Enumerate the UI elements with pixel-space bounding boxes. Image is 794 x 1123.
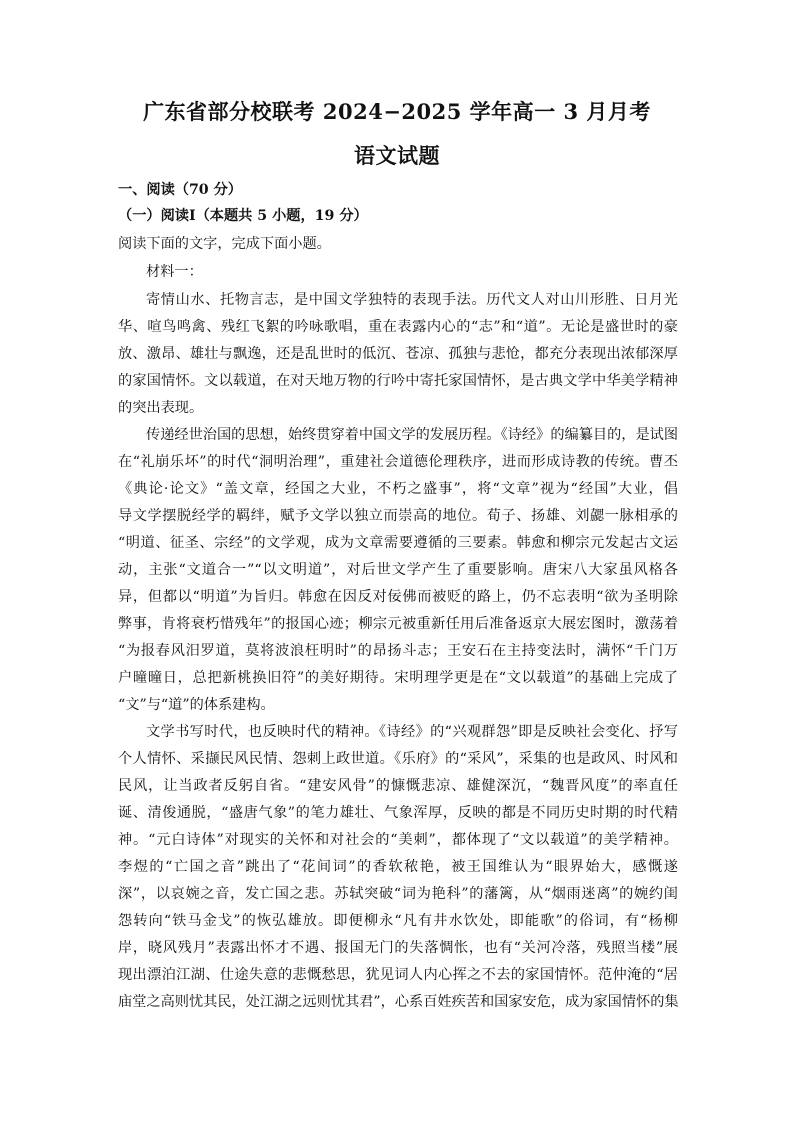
paragraph-line: 的家国情怀。文以载道，在对天地万物的行吟中寄托家国情怀，是古典文学中华美学精神 bbox=[118, 373, 678, 389]
paragraph-line: 李煜的“亡国之音”跳出了“花间词”的香软秾艳，被王国维认为“眼界始大，感慨遂 bbox=[118, 859, 678, 875]
paragraph-line: 个人情怀、采撷民风民情、怨刺上政世道。《乐府》的“采风”，采集的也是政风、时风和 bbox=[118, 751, 678, 767]
paragraph-line: 神。“元白诗体”对现实的关怀和对社会的“美刺”，都体现了“文以载道”的美学精神。 bbox=[118, 832, 678, 848]
paragraph-line: 导文学摆脱经学的羁绊，赋予文学以独立而崇高的地位。荀子、扬雄、刘勰一脉相承的 bbox=[118, 508, 678, 524]
section-subheading: （一）阅读Ⅰ（本题共 5 小题，19 分） bbox=[118, 208, 368, 224]
paragraph-line: 民风，让当政者反躬自省。“建安风骨”的慷慨悲凉、雄健深沉，“魏晋风度”的率直任 bbox=[118, 778, 678, 794]
paragraph-line: 庙堂之高则忧其民，处江湖之远则忧其君”，心系百姓疾苦和国家安危，成为家国情怀的集 bbox=[118, 994, 679, 1010]
paragraph-line: 华、喧鸟鸣禽、残红飞絮的吟咏歌唱，重在表露内心的“志”和“道”。无论是盛世时的豪 bbox=[118, 319, 678, 335]
paragraph-line: 传递经世治国的思想，始终贯穿着中国文学的发展历程。《诗经》的编纂目的，是试图 bbox=[146, 427, 679, 443]
paragraph-line: 在“礼崩乐坏”的时代“洞明治理”，重建社会道德伦理秩序，进而形成诗教的传统。曹丕 bbox=[118, 454, 678, 470]
paragraph-line: “为报春风汨罗道，莫将波浪枉明时”的昂扬斗志；王安石在主持变法时，满怀“千门万 bbox=[118, 643, 678, 659]
paragraph-line: 文学书写时代，也反映时代的精神。《诗经》的“兴观群怨”即是反映社会变化、抒写 bbox=[146, 724, 678, 740]
paragraph-line: 异，但都以“明道”为旨归。韩愈在因反对佞佛而被贬的路上，仍不忘表明“欲为圣明除 bbox=[118, 589, 678, 605]
paragraph-line: 户曈曈日，总把新桃换旧符”的美好期待。宋明理学更是在“文以载道”的基础上完成了 bbox=[118, 670, 678, 686]
paragraph-line: 怨转向“铁马金戈”的恢弘雄放。即便柳永“凡有井水饮处，即能歌”的俗词，有“杨柳 bbox=[118, 913, 678, 929]
paragraph-line: 《典论·论文》“盖文章，经国之大业，不朽之盛事”，将“文章”视为“经国”大业，倡 bbox=[118, 481, 678, 497]
paragraph-line: “文”与“道”的体系建构。 bbox=[118, 697, 275, 713]
paragraph-line: 诞、清俊通脱，“盛唐气象”的笔力雄壮、气象浑厚，反映的都是不同历史时期的时代精 bbox=[118, 805, 678, 821]
paragraph-line: 现出漂泊江湖、仕途失意的悲慨愁思，犹见词人内心挥之不去的家国情怀。范仲淹的“居 bbox=[118, 967, 678, 983]
paragraph-line: “明道、征圣、宗经”的文学观，成为文章需要遵循的三要素。韩愈和柳宗元发起古文运 bbox=[118, 535, 678, 551]
paragraph-line: 动，主张“文道合一”“以文明道”，对后世文学产生了重要影响。唐宋八大家虽风格各 bbox=[118, 562, 678, 578]
paragraph-line: 弊事，肯将衰朽惜残年”的报国心迹；柳宗元被重新任用后准备返京大展宏图时，激荡着 bbox=[118, 616, 678, 632]
paragraph-line: 岸，晓风残月”表露出怀才不遇、报国无门的失落惆怅，也有“关河冷落，残照当楼”展 bbox=[118, 940, 678, 956]
paragraph-line: 深”，以哀婉之音，发亡国之悲。苏轼突破“词为艳科”的藩篱，从“烟雨迷离”的婉约闺 bbox=[118, 886, 678, 902]
paragraph-line: 放、激昂、雄壮与飘逸，还是乱世时的低沉、苍凉、孤独与悲怆，都充分表现出浓郁深厚 bbox=[118, 346, 678, 362]
section-heading: 一、阅读（70 分） bbox=[118, 182, 242, 198]
exam-subject-title: 语文试题 bbox=[354, 143, 440, 168]
paragraph-line: 的突出表现。 bbox=[118, 400, 204, 416]
exam-title: 广东省部分校联考 2024−2025 学年高一 3 月月考 bbox=[143, 99, 651, 124]
material-label: 材料一： bbox=[146, 264, 203, 280]
instruction-text: 阅读下面的文字，完成下面小题。 bbox=[118, 236, 331, 252]
paragraph-line: 寄情山水、托物言志，是中国文学独特的表现手法。历代文人对山川形胜、日月光 bbox=[146, 292, 678, 308]
